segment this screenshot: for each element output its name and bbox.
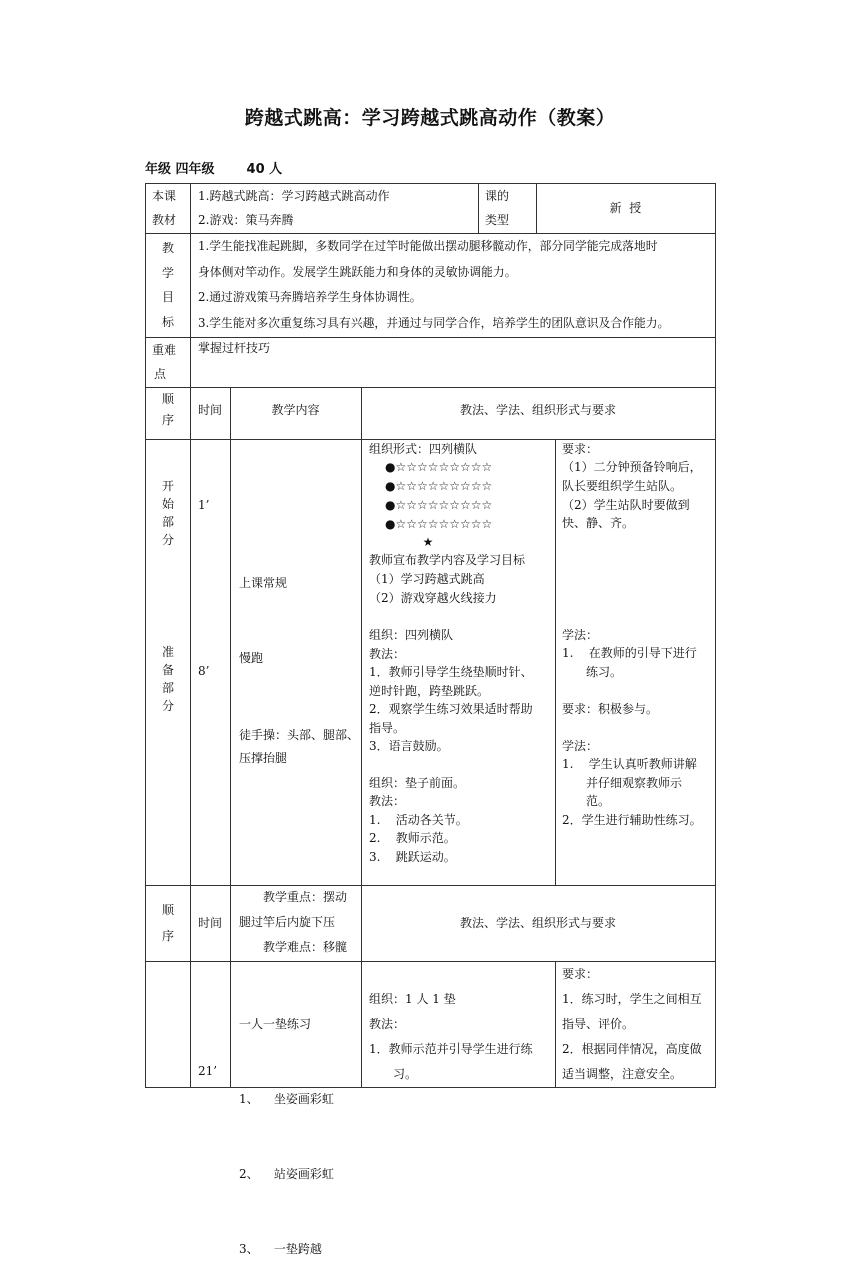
- org-line: 教法：: [369, 647, 406, 661]
- label-line: 重难: [152, 343, 177, 357]
- req-line: 要求：积极参与。: [562, 702, 659, 716]
- key-difficulty-points: [239, 885, 347, 960]
- label-line: 教材: [152, 213, 177, 227]
- phase-start-label: [158, 477, 178, 549]
- req-line: 练习。: [586, 665, 623, 679]
- req-line: 范。: [586, 794, 611, 808]
- req-line: 学法：: [562, 739, 599, 753]
- content-line: 徒手操：头部、腿部、: [239, 728, 360, 742]
- type-value: 新 授: [609, 201, 642, 215]
- main-org: [369, 987, 533, 1087]
- content-exercise: [239, 724, 359, 770]
- org-line: 1. 活动各关节。: [369, 813, 468, 827]
- phase-prep-label: [158, 643, 178, 715]
- org-line: （1）学习跨越式跳高: [369, 572, 485, 586]
- label-line: 部: [161, 681, 174, 695]
- req-line: 要求：: [562, 442, 599, 456]
- class-info: [145, 158, 282, 177]
- teacher-star: ★: [422, 535, 434, 549]
- org-line: 逆时针跑，跨垫跳跃。: [369, 684, 490, 698]
- label-line: 本课: [152, 189, 177, 203]
- label-line: 顺: [161, 903, 174, 917]
- label-line: 目: [161, 290, 174, 304]
- org-line: 组织：垫子前面。: [369, 776, 466, 790]
- content-line: 一人一垫练习: [239, 1017, 312, 1031]
- content-line: 腿过竿后内旋下压: [239, 915, 336, 929]
- grade-label: 年级 四年级: [145, 162, 215, 177]
- req-line: 指导、评价。: [562, 1017, 635, 1031]
- org-line: 3．语言鼓励。: [369, 739, 449, 753]
- order-header: [158, 389, 178, 431]
- label-line: 序: [161, 929, 174, 943]
- org-line: 指导。: [369, 721, 406, 735]
- req-line: 1. 学生认真听教师讲解: [562, 757, 697, 771]
- content-routine: 上课常规: [239, 576, 288, 590]
- label-line: 序: [161, 413, 174, 427]
- row1-content: [198, 184, 389, 232]
- objective-line: 身体侧对竿动作。发展学生跳跃能力和身体的灵敏协调能力。: [198, 264, 517, 279]
- content-line: 3、 一垫跨越: [239, 1242, 322, 1256]
- label-line: 部: [161, 515, 174, 529]
- formation-row: ●☆☆☆☆☆☆☆☆☆: [385, 498, 493, 512]
- time-main: 21’: [198, 1064, 218, 1078]
- objective-line: 1.学生能找准起跳脚，多数同学在过竿时能做出摆动腿移髋动作，部分同学能完成落地时: [198, 239, 658, 253]
- req-line: （1）二分钟预备铃响后，: [562, 460, 702, 474]
- org-line: 2. 教师示范。: [369, 831, 456, 845]
- org-line: 1．教师引导学生绕垫顺时针、: [369, 665, 533, 679]
- main-req: [562, 962, 702, 1087]
- methods-header: 教法、学法、组织形式与要求: [459, 402, 616, 417]
- req-line: 2．根据同伴情况，高度做: [562, 1042, 702, 1056]
- methods-header-2: 教法、学法、组织形式与要求: [459, 916, 616, 930]
- document-title: 跨越式跳高：学习跨越式跳高动作（教案）: [244, 107, 616, 129]
- label-line: 始: [161, 497, 174, 511]
- label-line: 类型: [485, 213, 510, 227]
- req-line: （2）学生站队时要做到: [562, 498, 690, 512]
- label-line: 准: [161, 645, 174, 659]
- org-line: 组织：1 人 1 垫: [369, 992, 456, 1006]
- label-line: 分: [161, 699, 174, 713]
- time-prep: 8’: [198, 664, 210, 678]
- req-line: 学法：: [562, 628, 599, 642]
- row3-label: [152, 338, 176, 386]
- objective-line: 3.学生能对多次重复练习具有兴趣，并通过与同学合作，培养学生的团队意识及合作能力。: [198, 315, 670, 330]
- org-line: 习。: [393, 1067, 418, 1081]
- label-line: 课的: [485, 189, 510, 203]
- org-line: 1．教师示范并引导学生进行练: [369, 1042, 533, 1056]
- time-header-2: 时间: [197, 916, 222, 930]
- key-points: 掌握过杆技巧: [198, 341, 271, 355]
- row2-label: [158, 236, 178, 334]
- order-header-2: [158, 897, 178, 949]
- label-line: 教: [161, 241, 174, 255]
- formation-row: ●☆☆☆☆☆☆☆☆☆: [385, 517, 493, 531]
- content-header: 教学内容: [271, 402, 320, 417]
- org-line: 教师宣布教学内容及学习目标: [369, 553, 526, 567]
- objectives: [198, 234, 669, 336]
- label-line: 分: [161, 533, 174, 547]
- org-line: 2．观察学生练习效果适时帮助: [369, 702, 533, 716]
- label-line: 学: [161, 265, 174, 280]
- time-start: 1’: [198, 498, 210, 512]
- label-line: 顺: [161, 392, 174, 406]
- req-line: 1．练习时，学生之间相互: [562, 992, 702, 1006]
- row1-label: [152, 184, 176, 232]
- content-line: 2、 站姿画彩虹: [239, 1167, 334, 1181]
- time-header: 时间: [197, 402, 222, 417]
- objective-line: 2.通过游戏策马奔腾培养学生身体协调性。: [198, 290, 422, 304]
- req-line: 队长要组织学生站队。: [562, 479, 683, 493]
- org-line: （2）游戏穿越火线接力: [369, 591, 497, 605]
- content-line: 教学难点：移髋: [263, 940, 348, 954]
- label-line: 标: [161, 314, 174, 329]
- req-line: 要求：: [562, 967, 599, 981]
- org-line: 教法：: [369, 794, 406, 808]
- content-line: 1、 坐姿画彩虹: [239, 1092, 334, 1106]
- material-item: 1.跨越式跳高：学习跨越式跳高动作: [198, 189, 390, 203]
- material-item: 2.游戏：策马奔腾: [198, 213, 294, 227]
- org-formation-title: 组织形式：四列横队: [369, 442, 478, 456]
- content-line: 教学重点：摆动: [263, 890, 348, 904]
- label-line: 开: [161, 479, 174, 493]
- type-label: [485, 184, 509, 232]
- req-line: 快、静、齐。: [562, 516, 635, 530]
- student-count: 40 人: [246, 162, 283, 177]
- org-line: 3. 跳跃运动。: [369, 850, 456, 864]
- content-line: 压撑抬腿: [239, 751, 288, 765]
- label-line: 备: [161, 663, 174, 677]
- label-line: 点: [154, 367, 167, 381]
- req-line: 并仔细观察教师示: [586, 776, 683, 790]
- org-line: 教法：: [369, 1017, 406, 1031]
- formation-row: ●☆☆☆☆☆☆☆☆☆: [385, 460, 493, 474]
- req-line: 适当调整，注意安全。: [562, 1067, 683, 1081]
- main-content: [239, 962, 334, 1287]
- req-line: 2．学生进行辅助性练习。: [562, 813, 702, 827]
- org-line: 组织：四列横队: [369, 628, 454, 642]
- req-line: 1. 在教师的引导下进行: [562, 646, 697, 660]
- content-jog: 慢跑: [239, 651, 264, 665]
- formation-row: ●☆☆☆☆☆☆☆☆☆: [385, 479, 493, 493]
